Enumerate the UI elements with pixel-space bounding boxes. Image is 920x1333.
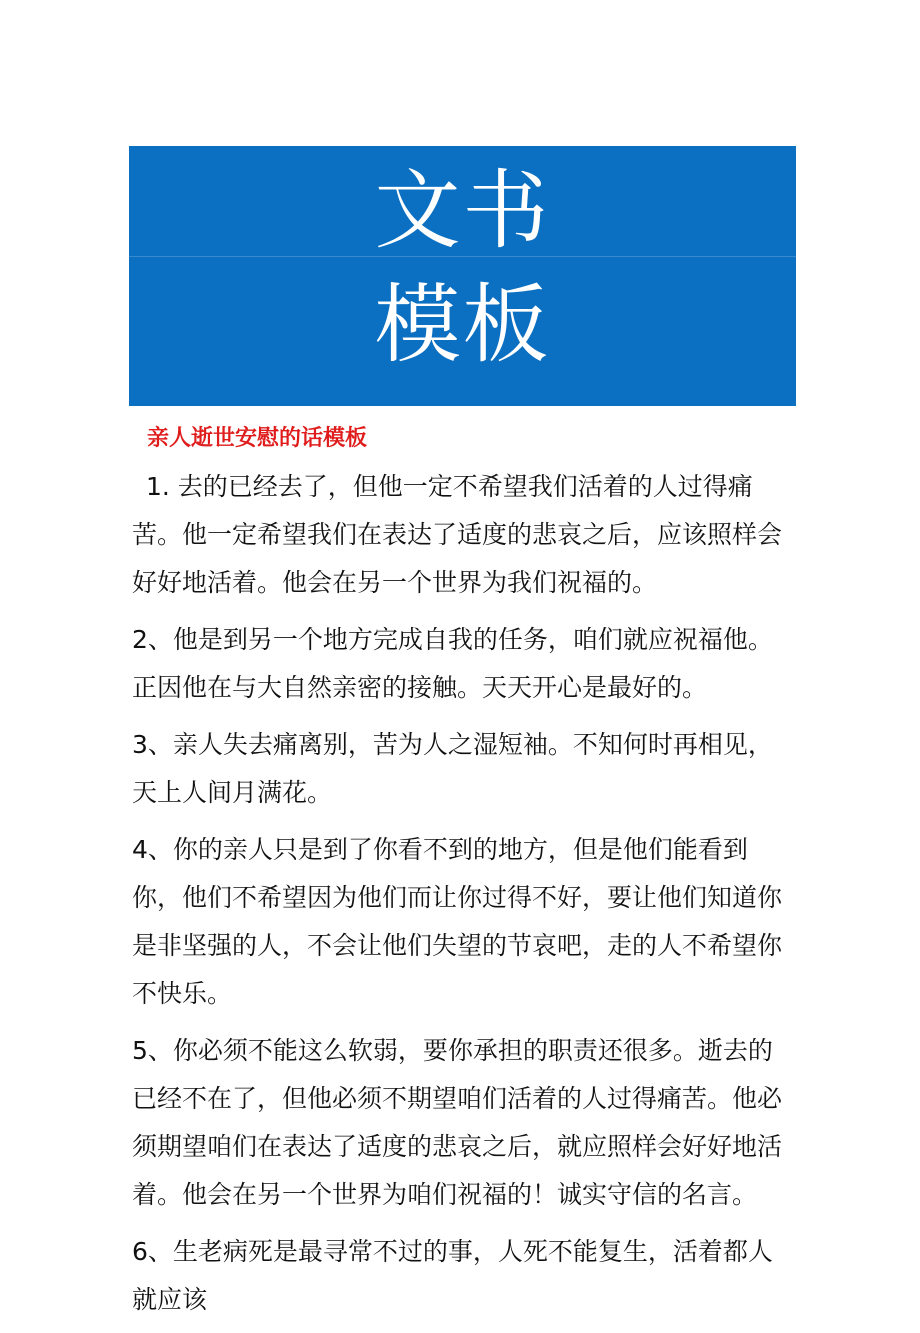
- document-body: [132, 463, 796, 1333]
- cover-banner: [129, 146, 796, 406]
- paragraph-4: 4、你的亲人只是到了你看不到的地方，但是他们能看到你，他们不希望因为他们而让你过得不好，要让他们知道你是非坚强的人，不会让他们失望的节哀吧，走的人不希望你不快乐。: [132, 835, 783, 1008]
- paragraph-3: 3、亲人失去痛离别，苦为人之湿短袖。不知何时再相见，天上人间月满花。: [132, 730, 773, 807]
- document-heading: 亲人逝世安慰的话模板: [147, 426, 368, 451]
- paragraph-1: 1. 去的已经去了，但他一定不希望我们活着的人过得痛苦。他一定希望我们在表达了适度的悲哀之后，应该照样会好好地活着。他会在另一个世界为我们祝福的。: [132, 472, 783, 597]
- cover-title-line1: 文书: [374, 161, 551, 261]
- paragraph-6: 6、生老病死是最寻常不过的事，人死不能复生，活着都人就应该: [132, 1237, 773, 1314]
- paragraph-2: 2、他是到另一个地方完成自我的任务，咱们就应祝福他。正因他在与大自然亲密的接触。天天开心是最好的。: [132, 625, 773, 702]
- cover-title-line2: 模板: [374, 275, 551, 375]
- paragraph-5: 5、你必须不能这么软弱，要你承担的职责还很多。逝去的已经不在了，但他必须不期望咱们活着的人过得痛苦。他必须期望咱们在表达了适度的悲哀之后，就应照样会好好地活着。他会在另一个世界为咱们祝福的！诚实守信的名言。: [132, 1036, 783, 1209]
